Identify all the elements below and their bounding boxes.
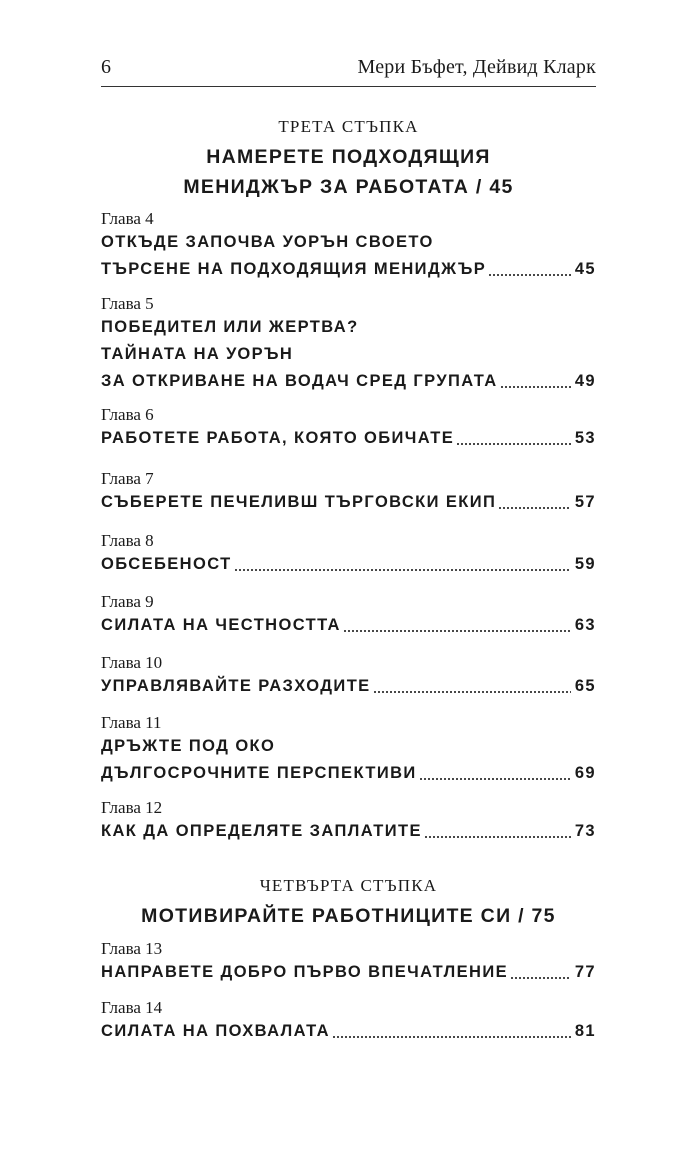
dot-leader: [498, 507, 571, 509]
dot-leader: [234, 569, 571, 571]
part-title-line: МЕНИДЖЪР ЗА РАБОТАТА / 45: [183, 176, 514, 198]
chapter-title-text: УПРАВЛЯВАЙТЕ РАЗХОДИТЕ: [101, 677, 371, 695]
running-header: [101, 56, 596, 79]
part-heading: [101, 117, 596, 202]
dot-leader: [510, 977, 571, 979]
dot-leader: [488, 274, 571, 276]
chapter-page-number: 77: [574, 963, 596, 981]
chapter-page-number: 81: [574, 1022, 596, 1040]
part-label: ЧЕТВЪРТА СТЪПКА: [259, 876, 438, 895]
chapter-title-text: НАПРАВЕТЕ ДОБРО ПЪРВО ВПЕЧАТЛЕНИЕ: [101, 963, 509, 981]
chapter-page-number: 59: [574, 555, 596, 573]
chapter-title-text: СИЛАТА НА ПОХВАЛАТА: [101, 1022, 330, 1040]
chapter-label: Глава 12: [101, 798, 163, 817]
chapter-label: Глава 9: [101, 592, 154, 611]
toc-entry: [101, 653, 596, 700]
chapter-title-line: [101, 760, 596, 787]
part-title-line: НАМЕРЕТЕ ПОДХОДЯЩИЯ: [206, 146, 491, 168]
chapter-title-line: [101, 256, 596, 283]
dot-leader: [332, 1036, 571, 1038]
chapter-title-line: [101, 673, 596, 700]
toc-entry: [101, 713, 596, 787]
dot-leader: [343, 630, 571, 632]
chapter-title-line: ТАЙНАТА НА УОРЪН: [101, 345, 294, 363]
chapter-title-line: ПОБЕДИТЕЛ ИЛИ ЖЕРТВА?: [101, 318, 359, 336]
dot-leader: [424, 836, 571, 838]
toc-entry: [101, 998, 596, 1045]
page-number: 6: [101, 56, 112, 78]
chapter-label: Глава 7: [101, 469, 154, 488]
chapter-title-line: ОТКЪДЕ ЗАПОЧВА УОРЪН СВОЕТО: [101, 233, 434, 251]
chapter-title-text: КАК ДА ОПРЕДЕЛЯТЕ ЗАПЛАТИТЕ: [101, 822, 422, 840]
dot-leader: [456, 443, 571, 445]
chapter-label: Глава 10: [101, 653, 163, 672]
chapter-title-line: [101, 612, 596, 639]
toc-entry: [101, 469, 596, 516]
part-title-line: МОТИВИРАЙТЕ РАБОТНИЦИТЕ СИ / 75: [141, 905, 556, 927]
toc-entry: [101, 209, 596, 283]
part-label: ТРЕТА СТЪПКА: [278, 117, 419, 136]
toc-entry: [101, 939, 596, 986]
dot-leader: [373, 691, 571, 693]
chapter-label: Глава 5: [101, 294, 154, 313]
chapter-page-number: 69: [574, 764, 596, 782]
toc-entry: [101, 531, 596, 578]
chapter-title-text: СИЛАТА НА ЧЕСТНОСТТА: [101, 616, 341, 634]
dot-leader: [500, 386, 571, 388]
chapter-label: Глава 6: [101, 405, 154, 424]
chapter-title-line: [101, 959, 596, 986]
chapter-page-number: 45: [574, 260, 596, 278]
chapter-title-text: ДЪЛГОСРОЧНИТЕ ПЕРСПЕКТИВИ: [101, 764, 417, 782]
chapter-page-number: 57: [574, 493, 596, 511]
chapter-label: Глава 11: [101, 713, 162, 732]
chapter-title-text: ЗА ОТКРИВАНЕ НА ВОДАЧ СРЕД ГРУПАТА: [101, 372, 498, 390]
chapter-title-line: [101, 551, 596, 578]
chapter-title-line: [101, 368, 596, 395]
chapter-label: Глава 4: [101, 209, 154, 228]
chapter-title-text: ТЪРСЕНЕ НА ПОДХОДЯЩИЯ МЕНИДЖЪР: [101, 260, 487, 278]
toc-entry: [101, 294, 596, 395]
chapter-page-number: 53: [574, 429, 596, 447]
part-heading: [101, 876, 596, 931]
chapter-label: Глава 14: [101, 998, 163, 1017]
toc-page: [101, 0, 596, 1166]
chapter-page-number: 63: [574, 616, 596, 634]
dot-leader: [419, 778, 571, 780]
chapter-title-line: [101, 425, 596, 452]
running-head-authors: Мери Бъфет, Дейвид Кларк: [357, 56, 596, 78]
chapter-title-line: [101, 489, 596, 516]
toc-entry: [101, 592, 596, 639]
chapter-title-text: ОБСЕБЕНОСТ: [101, 555, 232, 573]
chapter-page-number: 65: [574, 677, 596, 695]
chapter-title-line: ДРЪЖТЕ ПОД ОКО: [101, 737, 276, 755]
chapter-label: Глава 8: [101, 531, 154, 550]
header-rule: [101, 86, 596, 87]
chapter-title-line: [101, 818, 596, 845]
chapter-title-line: [101, 1018, 596, 1045]
chapter-title-text: РАБОТЕТЕ РАБОТА, КОЯТО ОБИЧАТЕ: [101, 429, 455, 447]
chapter-label: Глава 13: [101, 939, 163, 958]
chapter-title-text: СЪБЕРЕТЕ ПЕЧЕЛИВШ ТЪРГОВСКИ ЕКИП: [101, 493, 497, 511]
toc-entry: [101, 405, 596, 452]
chapter-page-number: 73: [574, 822, 596, 840]
toc-entry: [101, 798, 596, 845]
chapter-page-number: 49: [574, 372, 596, 390]
